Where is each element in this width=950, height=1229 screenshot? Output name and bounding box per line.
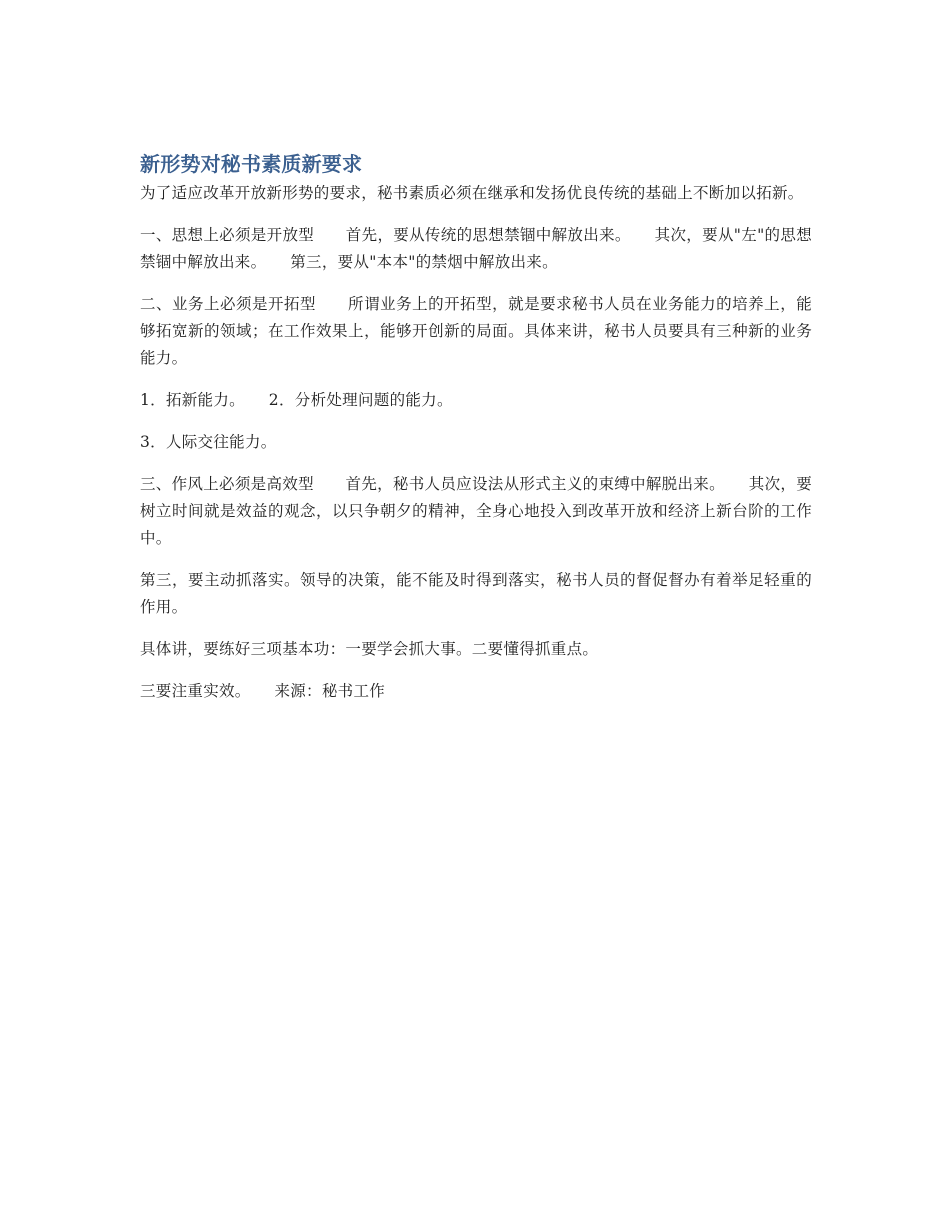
paragraph-basic-skills: 具体讲，要练好三项基本功：一要学会抓大事。二要懂得抓重点。: [140, 640, 599, 658]
paragraph-intro: 为了适应改革开放新形势的要求，秘书素质必须在继承和发扬优良传统的基础上不断加以拓新。: [140, 184, 804, 202]
paragraph-thought: 一、思想上必须是开放型 首先，要从传统的思想禁锢中解放出来。 其次，要从"左"的思想禁锢中解放出来。 第三，要从"本本"的禁烟中解放出来。: [140, 226, 812, 271]
paragraph-source: 三要注重实效。 来源：秘书工作: [140, 682, 386, 700]
paragraph-implementation: 第三，要主动抓落实。领导的决策，能不能及时得到落实，秘书人员的督促督办有着举足轻重的作用。: [140, 571, 812, 616]
document-page: [140, 148, 812, 720]
paragraph-ability-list-2: 3．人际交往能力。: [140, 433, 277, 451]
paragraph-style: 三、作风上必须是高效型 首先，秘书人员应设法从形式主义的束缚中解脱出来。 其次，要树立时间就是效益的观念，以只争朝夕的精神，全身心地投入到改革开放和经济上新台阶的工作中。: [140, 475, 812, 547]
document-title: 新形势对秘书素质新要求: [140, 152, 363, 176]
paragraph-ability-list-1: 1．拓新能力。 2．分析处理问题的能力。: [140, 391, 453, 409]
paragraph-business: 二、业务上必须是开拓型 所谓业务上的开拓型，就是要求秘书人员在业务能力的培养上，能够拓宽新的领域；在工作效果上，能够开创新的局面。具体来讲，秘书人员要具有三种新的业务能力。: [140, 295, 812, 367]
